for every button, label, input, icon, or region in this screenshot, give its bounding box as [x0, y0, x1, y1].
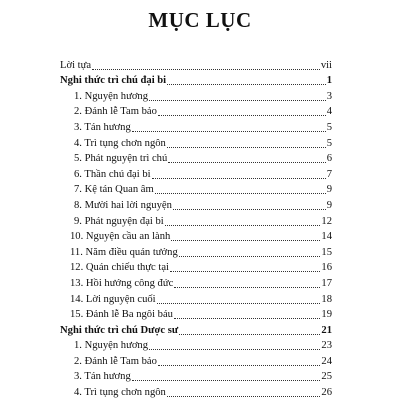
toc-section-entry	[60, 72, 332, 88]
toc-entry-label: 15. Đảnh lễ Ba ngôi báu	[70, 309, 173, 321]
dot-leader	[174, 287, 320, 288]
toc-page-number: 26	[321, 387, 332, 399]
toc-entry-label: 4. Trì tụng chơn ngôn	[74, 387, 166, 399]
table-of-contents	[60, 56, 332, 399]
dot-leader	[171, 240, 320, 241]
toc-entry-label: Nghi thức trì chú đại bi	[60, 75, 167, 87]
toc-entry	[60, 274, 332, 290]
toc-page-number: 12	[321, 215, 332, 227]
dot-leader	[158, 365, 320, 366]
toc-page-number: 17	[321, 277, 332, 289]
toc-entry-label: 14. Lời nguyện cuối	[70, 293, 156, 305]
toc-entry-label: Nghi thức trì chú Dược sư	[60, 324, 179, 336]
dot-leader	[170, 271, 320, 272]
toc-entry	[60, 259, 332, 275]
dot-leader	[167, 84, 326, 85]
dot-leader	[173, 209, 326, 210]
toc-page-number: 14	[321, 231, 332, 243]
toc-entry-label: 13. Hồi hướng công đức	[70, 277, 174, 289]
toc-page-number: 3	[326, 90, 332, 102]
toc-page-number: 9	[326, 184, 332, 196]
dot-leader	[92, 69, 320, 70]
dot-leader	[179, 334, 320, 335]
dot-leader	[158, 115, 326, 116]
toc-entry	[60, 228, 332, 244]
toc-section-entry	[60, 321, 332, 337]
dot-leader	[168, 162, 325, 163]
toc-entry-label: 3. Tán hương	[74, 121, 131, 133]
dot-leader	[132, 131, 326, 132]
toc-entry-label: 2. Đảnh lễ Tam bảo	[74, 355, 157, 367]
toc-entry	[60, 368, 332, 384]
dot-leader	[174, 318, 320, 319]
toc-entry	[60, 165, 332, 181]
toc-entry-label: 2. Đảnh lễ Tam bảo	[74, 106, 157, 118]
toc-page-number: 18	[321, 293, 332, 305]
toc-entry-label: 10. Nguyện cầu an lành	[70, 231, 171, 243]
dot-leader	[149, 349, 320, 350]
dot-leader	[157, 303, 321, 304]
toc-page-number: 25	[321, 371, 332, 383]
toc-entry	[60, 337, 332, 353]
toc-entry-label: 3. Tán hương	[74, 371, 131, 383]
toc-page-number: 24	[321, 355, 332, 367]
dot-leader	[155, 193, 326, 194]
toc-entry-label: 1. Nguyện hương	[74, 90, 149, 102]
toc-entry-label: 6. Thần chú đại bi	[74, 168, 151, 180]
toc-entry-label: 7. Kệ tán Quan âm	[74, 184, 154, 196]
toc-page-number: 21	[321, 324, 332, 336]
toc-entry	[60, 56, 332, 72]
toc-entry	[60, 290, 332, 306]
toc-page-number: 4	[326, 106, 332, 118]
toc-page-number: 15	[321, 246, 332, 258]
dot-leader	[149, 100, 326, 101]
toc-page-number: 9	[326, 199, 332, 211]
toc-entry	[60, 87, 332, 103]
toc-entry	[60, 118, 332, 134]
toc-page-number: 16	[321, 262, 332, 274]
toc-entry	[60, 103, 332, 119]
toc-page-number: vii	[320, 59, 332, 71]
toc-entry	[60, 150, 332, 166]
toc-page-number: 23	[321, 340, 332, 352]
toc-page-number: 5	[326, 121, 332, 133]
toc-page-number: 19	[321, 309, 332, 321]
toc-entry	[60, 243, 332, 259]
toc-page-number: 6	[326, 153, 332, 165]
dot-leader	[167, 147, 326, 148]
toc-entry-label: 1. Nguyện hương	[74, 340, 149, 352]
toc-entry	[60, 134, 332, 150]
toc-entry	[60, 181, 332, 197]
toc-entry-label: 4. Trì tụng chơn ngôn	[74, 137, 166, 149]
toc-entry-label: 9. Phát nguyện đại bi	[74, 215, 164, 227]
toc-entry-label: 11. Năm điều quán tưởng	[70, 246, 178, 258]
dot-leader	[179, 256, 321, 257]
toc-entry	[60, 212, 332, 228]
page-title: MỤC LỤC	[148, 8, 252, 32]
toc-page-number: 1	[326, 75, 332, 87]
dot-leader	[165, 225, 321, 226]
toc-entry-label: 8. Mười hai lời nguyện	[74, 199, 172, 211]
toc-entry-label: Lời tựa	[60, 59, 92, 71]
dot-leader	[152, 178, 326, 179]
toc-page-number: 7	[326, 168, 332, 180]
toc-entry	[60, 196, 332, 212]
toc-entry-label: 12. Quán chiếu thực tại	[70, 262, 169, 274]
dot-leader	[132, 380, 321, 381]
toc-page-number: 5	[326, 137, 332, 149]
toc-entry	[60, 352, 332, 368]
dot-leader	[167, 396, 321, 397]
toc-entry	[60, 383, 332, 399]
toc-entry-label: 5. Phát nguyện trì chú	[74, 153, 168, 165]
toc-entry	[60, 306, 332, 322]
